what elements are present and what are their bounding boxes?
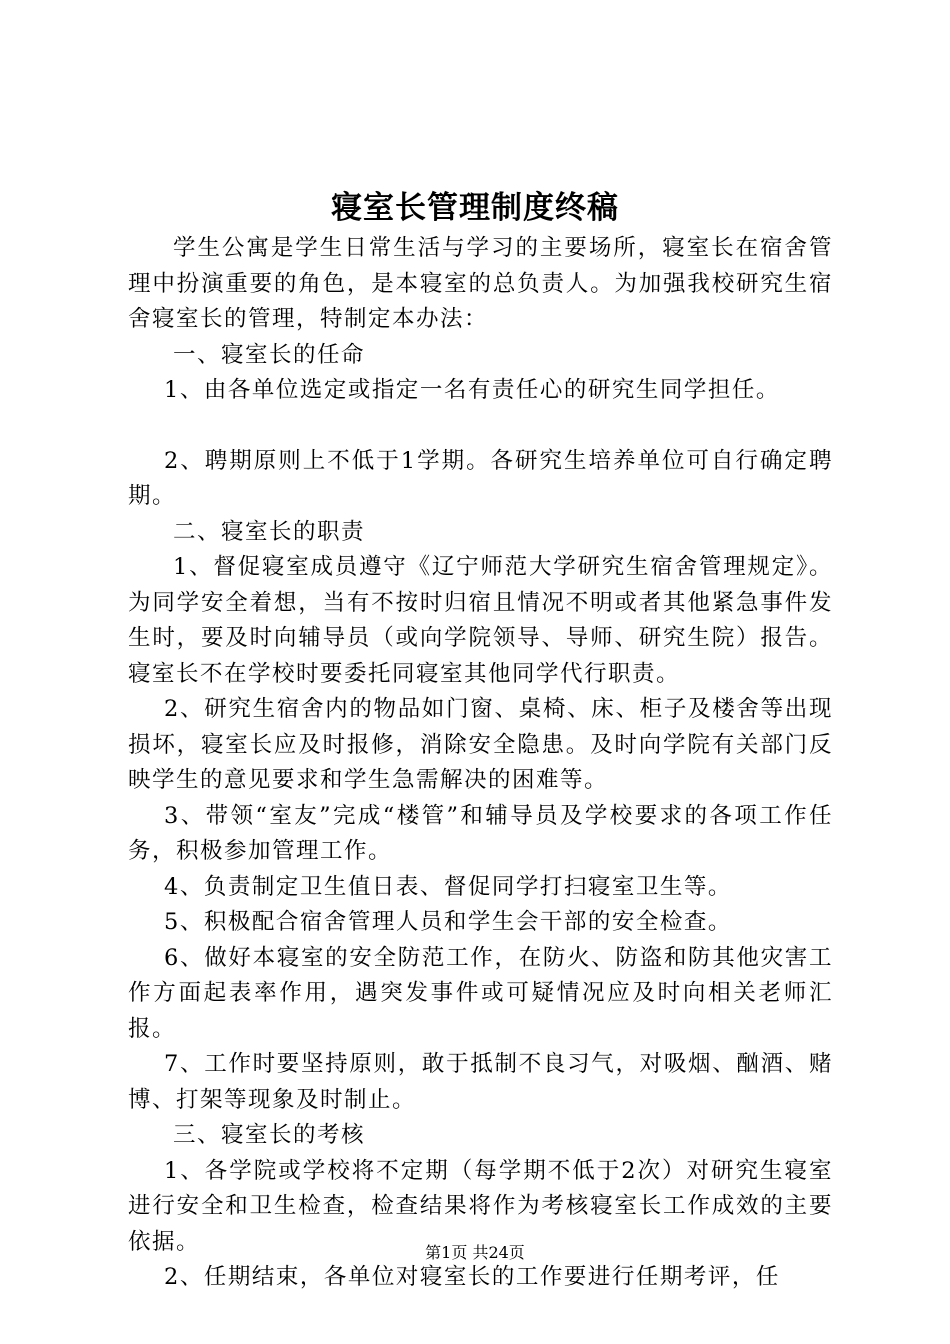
page-number-footer: 第1页 共24页	[425, 1243, 525, 1262]
paragraph-duties-5: 5、积极配合宿舍管理人员和学生会干部的安全检查。	[164, 909, 732, 935]
paragraph-duties-4: 4、负责制定卫生值日表、督促同学打扫寝室卫生等。	[164, 873, 732, 900]
paragraph-assessment-2: 2、任期结束，各单位对寝室长的工作要进行任期考评，任	[164, 1264, 780, 1290]
paragraph-duties-6: 6、做好本寝室的安全防范工作，在防火、防盗和防其他灾害工作方面起表率作用，遇突发事件或可疑情况应及时向相关老师汇报。	[128, 944, 833, 1042]
paragraph-duties-1: 1、督促寝室成员遵守《辽宁师范大学研究生宿舍管理规定》。为同学安全着想，当有不按时归宿且情况不明或者其他紧急事件发生时，要及时向辅导员（或向学院领导、导师、研究生院）报告。寝室长不在学校时要委托同寝室其他同学代行职责。	[128, 554, 833, 687]
document-title: 寝室长管理制度终稿	[331, 190, 619, 226]
paragraph-duties-2: 2、研究生宿舍内的物品如门窗、桌椅、床、柜子及楼舍等出现损坏，寝室长应及时报修，消除安全隐患。及时向学院有关部门反映学生的意见要求和学生急需解决的困难等。	[128, 696, 833, 793]
document-body	[128, 231, 833, 1296]
paragraph-assessment-1: 1、各学院或学校将不定期（每学期不低于2次）对研究生寝室进行安全和卫生检查，检查结果将作为考核寝室长工作成效的主要依据。	[128, 1157, 833, 1255]
intro-paragraph: 学生公寓是学生日常生活与学习的主要场所，寝室长在宿舍管理中扮演重要的角色，是本寝室的总负责人。为加强我校研究生宿舍寝室长的管理，特制定本办法：	[128, 235, 833, 332]
paragraph-duties-7: 7、工作时要坚持原则，敢于抵制不良习气，对吸烟、酗酒、赌博、打架等现象及时制止。	[128, 1051, 833, 1113]
section-heading-appointment: 一、寝室长的任命	[173, 341, 366, 368]
paragraph-duties-3: 3、带领“室友”完成“楼管”和辅导员及学校要求的各项工作任务，积极参加管理工作。	[128, 802, 833, 864]
section-heading-assessment: 三、寝室长的考核	[173, 1122, 366, 1148]
section-heading-duties: 二、寝室长的职责	[173, 518, 366, 545]
paragraph-appointment-1: 1、由各单位选定或指定一名有责任心的研究生同学担任。	[164, 377, 780, 403]
paragraph-appointment-2: 2、聘期原则上不低于1学期。各研究生培养单位可自行确定聘期。	[128, 447, 833, 509]
